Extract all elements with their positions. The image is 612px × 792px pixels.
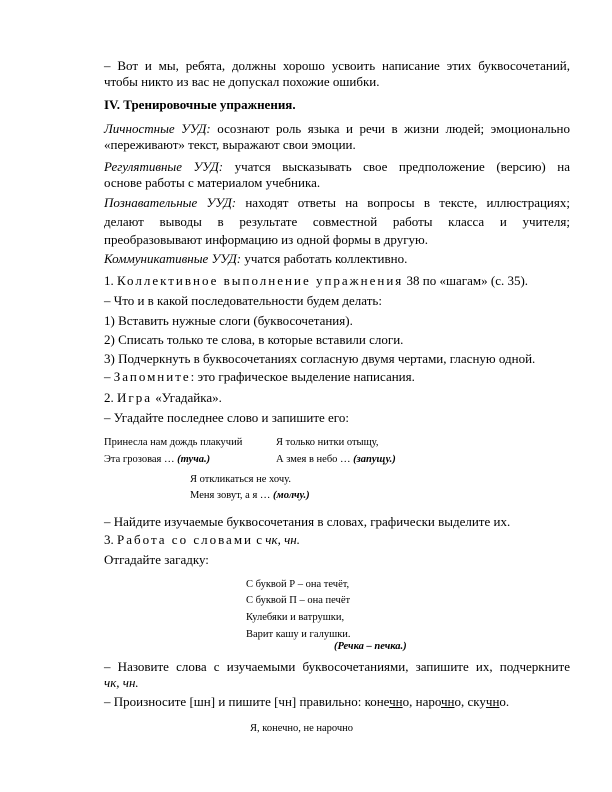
text-span: с xyxy=(253,532,266,547)
paragraph-line xyxy=(104,251,570,267)
text-span: осознают роль языка и речи в жизни людей; эмоционально xyxy=(210,121,571,136)
text-span: о. xyxy=(499,694,510,709)
answer-text: (молчу.) xyxy=(273,490,310,501)
uud-label: Коммуникативные УУД: xyxy=(104,251,242,266)
paragraph-line: «переживают» текст, выражают свои эмоции. xyxy=(104,137,356,152)
text-span: о, ску xyxy=(454,694,486,709)
riddle-line: Варит кашу и галушки. xyxy=(246,629,351,640)
poem-line: Я, конечно, не нарочно xyxy=(250,723,354,734)
letter-combination: чк, чн. xyxy=(265,532,300,547)
riddle-line: Кулебяки и ватрушки, xyxy=(246,612,345,623)
letter-combination: чк, чн. xyxy=(104,675,139,690)
poem-line: Принесла нам дождь плакучий xyxy=(104,437,243,448)
paragraph-line: преобразовывают информацию из одной формы в другую. xyxy=(104,232,428,247)
list-item: 2) Списать только те слова, в которые вставили слоги. xyxy=(104,332,404,347)
exercise-heading xyxy=(104,390,570,406)
paragraph-line xyxy=(104,121,570,137)
paragraph-line xyxy=(104,195,570,211)
paragraph-line: – Вот и мы, ребята, должны хорошо усвоить написание этих буквосочетаний, xyxy=(104,58,570,73)
poem-line: Я только нитки отыщу, xyxy=(276,437,379,448)
text-span: А змея в небо … xyxy=(276,454,354,465)
spaced-text: Коллективное выполнение упражнения xyxy=(117,273,404,288)
text-span: Меня зовут, а я … xyxy=(190,490,274,501)
uud-label: Регулятивные УУД: xyxy=(104,159,224,174)
paragraph-line xyxy=(104,159,570,175)
list-item: 3) Подчеркнуть в буквосочетаниях согласную двумя чертами, гласную одной. xyxy=(104,351,536,366)
poem-line xyxy=(104,453,210,467)
exercise-heading xyxy=(104,273,570,289)
section-heading: IV. Тренировочные упражнения. xyxy=(104,97,296,112)
list-item: 1) Вставить нужные слоги (буквосочетания). xyxy=(104,313,353,328)
riddle-line: С буквой П – она печёт xyxy=(246,595,351,606)
underlined-letters: чн xyxy=(441,694,455,709)
text-span: о, наро xyxy=(402,694,442,709)
text-span: 1. xyxy=(104,273,117,288)
text-span: учатся работать коллективно. xyxy=(241,251,408,266)
paragraph-line: делают выводы в результате совместной работы класса и учителя; xyxy=(104,214,570,229)
text-span: Эта грозовая … xyxy=(104,454,178,465)
paragraph-line xyxy=(104,694,570,710)
paragraph-line: основе работы с материалом учебника. xyxy=(104,175,321,190)
underlined-letters: чн xyxy=(485,694,500,709)
text-span: находят ответы на вопросы в тексте, иллюстрациях; xyxy=(236,195,570,210)
paragraph-line: – Найдите изучаемые буквосочетания в словах, графически выделите их. xyxy=(104,514,511,529)
spaced-text: Игра xyxy=(117,390,152,405)
text-span: учатся высказывать свое предположение (версию) на xyxy=(223,159,571,174)
answer-text: (запущу.) xyxy=(353,454,396,465)
text-span: 2. xyxy=(104,390,117,405)
riddle-line: С буквой Р – она течёт, xyxy=(246,579,350,590)
uud-label: Личностные УУД: xyxy=(104,121,211,136)
text-span: – xyxy=(104,369,114,384)
paragraph-line xyxy=(104,369,570,385)
paragraph-line: чтобы никто из вас не допускал похожие ошибки. xyxy=(104,74,380,89)
paragraph-line: – Назовите слова с изучаемыми буквосочетаниями, запишите их, подчеркните xyxy=(104,659,570,674)
uud-label: Познавательные УУД: xyxy=(104,195,237,210)
paragraph-line: – Угадайте последнее слово и запишите его: xyxy=(104,410,349,425)
exercise-heading xyxy=(104,532,570,548)
poem-line: Я откликаться не хочу. xyxy=(190,474,291,485)
text-span: 3. xyxy=(104,532,117,547)
text-span: 38 по «шагам» (с. 35). xyxy=(403,273,529,288)
paragraph-line: Отгадайте загадку: xyxy=(104,552,209,567)
underlined-letters: чн xyxy=(389,694,403,709)
riddle-answer: (Речка – печка.) xyxy=(334,641,407,652)
spaced-text: Запомните xyxy=(113,369,191,384)
text-span: – Произносите [шн] и пишите [чн] правильно: коне xyxy=(104,694,390,709)
poem-line xyxy=(276,453,396,467)
answer-text: (туча.) xyxy=(177,454,211,465)
text-span: : это графическое выделение написания. xyxy=(190,369,415,384)
spaced-text: Работа со словами xyxy=(117,532,254,547)
text-span: «Угадайка». xyxy=(152,390,222,405)
paragraph-line: – Что и в какой последовательности будем делать: xyxy=(104,293,382,308)
poem-line xyxy=(190,489,310,503)
